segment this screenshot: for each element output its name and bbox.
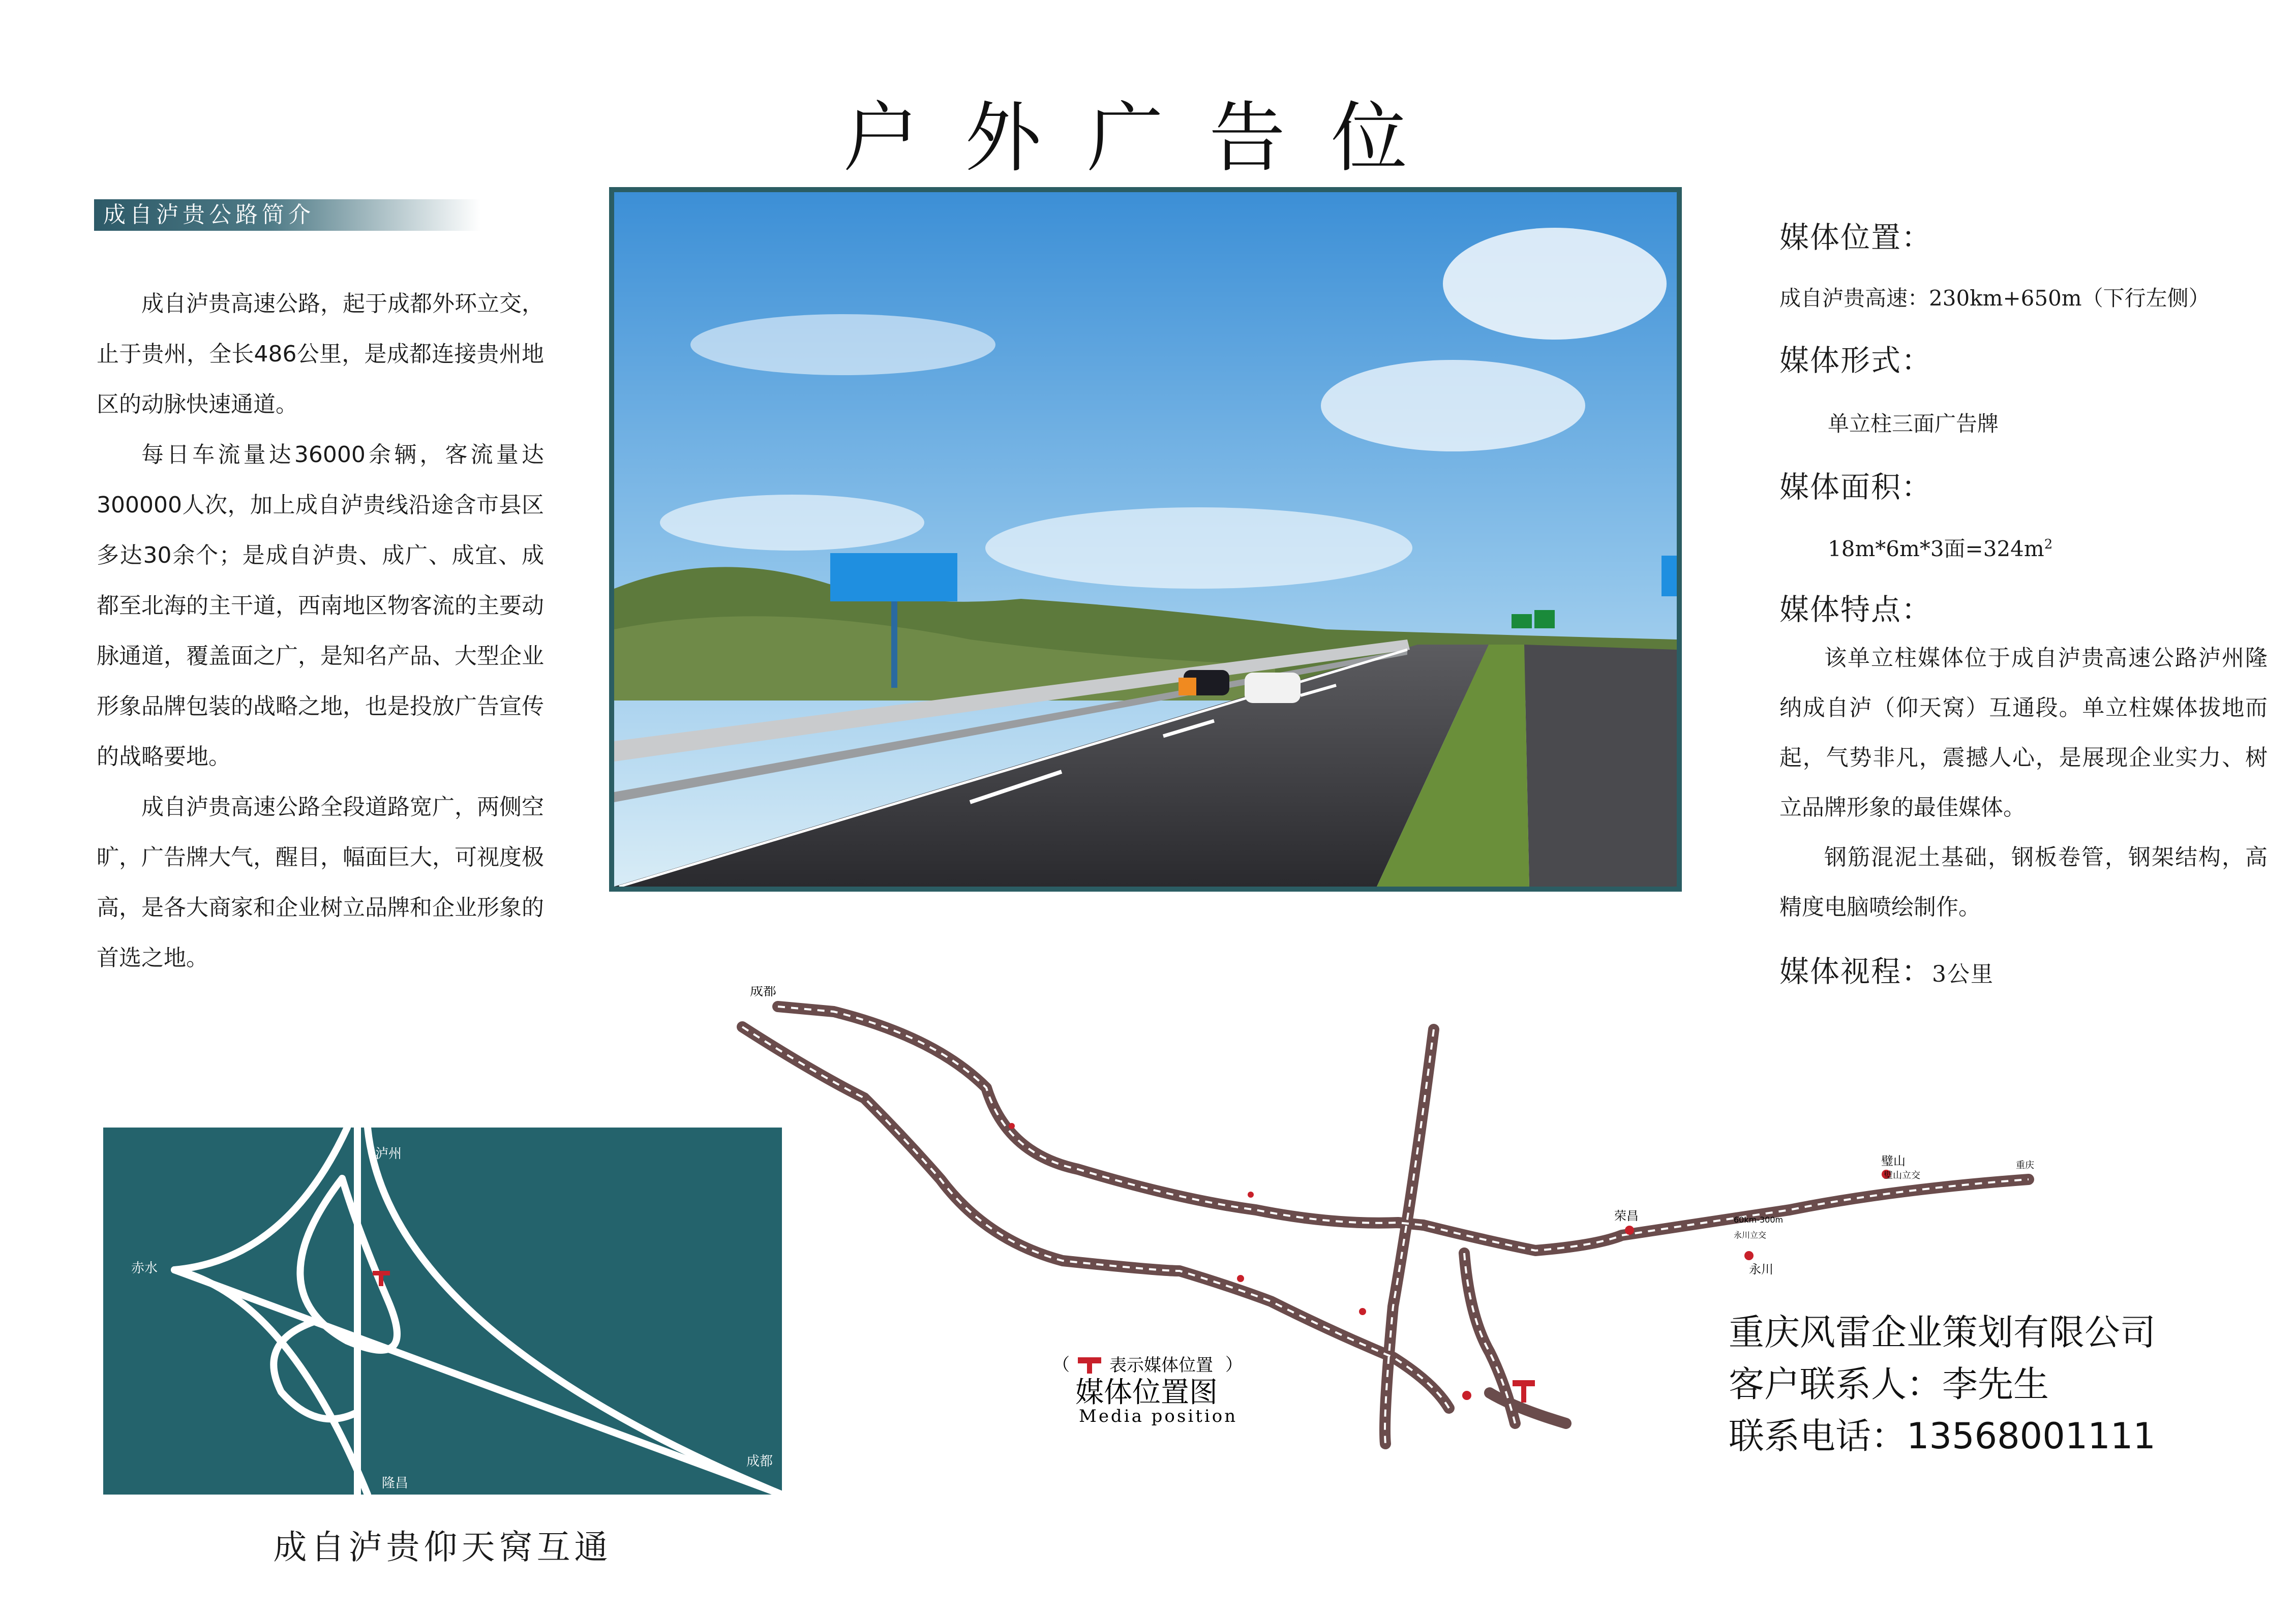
interchange-roads: [174, 1128, 782, 1495]
area-superscript: 2: [2044, 537, 2053, 552]
media-info: [1779, 214, 2268, 990]
map-label-chengdu: 成都: [750, 986, 777, 999]
page-title: 户外广告位: [842, 94, 1453, 182]
company-phone: 联系电话：13568001111: [1729, 1415, 2156, 1457]
map-label-rongchang: 荣昌: [1614, 1209, 1639, 1223]
map-label-yongchuan: 永川: [1749, 1262, 1773, 1276]
interchange-diagram: [103, 1128, 782, 1495]
map-label-chongqing: 重庆: [2016, 1160, 2034, 1171]
map-label-kilometer: 60km-300m: [1734, 1215, 1784, 1225]
company-info: [1729, 1306, 2156, 1462]
legend-marker-icon: [1078, 1357, 1101, 1374]
features-paragraph-2: 钢筋混泥土基础，钢板卷管，钢架结构，高精度电脑喷绘制作。: [1779, 844, 2268, 920]
location-label: 媒体位置：: [1779, 220, 1932, 255]
features-label: 媒体特点：: [1779, 592, 1932, 627]
intro-paragraph: 每日车流量达36000余辆，客流量达300000人次，加上成自泸贵线沿途含市县区多达30余个；是成自泸贵、成广、成宜、成都至北海的主干道，西南地区物客流的主要动脉通道，覆盖面之广，是知名产品、大型企业形象品牌包装的战略之地，也是投放广告宣传的战略要地。: [97, 442, 544, 770]
interchange-label-north: 泸州: [375, 1146, 402, 1162]
intro-body: [97, 279, 544, 983]
legend-text: 表示媒体位置: [1109, 1355, 1213, 1376]
map-title-en: Media position: [1079, 1406, 1238, 1426]
form-value: 单立柱三面广告牌: [1828, 411, 1999, 436]
area-value: [1779, 532, 2268, 563]
legend-paren-close: ）: [1225, 1355, 1243, 1375]
highway-photo: [609, 187, 1682, 892]
map-label-yongchuan-interchange: 永川立交: [1734, 1230, 1767, 1240]
interchange-label-west: 赤水: [131, 1261, 158, 1276]
map-label-bishan-interchange: 璧山立交: [1884, 1170, 1920, 1181]
area-label: 媒体面积：: [1779, 470, 1932, 504]
interchange-label-south: 隆昌: [382, 1476, 409, 1491]
company-name: 重庆风雷企业策划有限公司: [1729, 1312, 2156, 1353]
billboard-panel: [830, 553, 957, 601]
area-value-text: 18m*6m*3面=324m: [1828, 536, 2044, 561]
intro-paragraph: 成自泸贵高速公路全段道路宽广，两侧空旷，广告牌大气，醒目，幅面巨大，可视度极高，是各大商家和企业树立品牌和企业形象的首选之地。: [97, 794, 544, 971]
intro-header-label: 成自泸贵公路简介: [103, 202, 315, 228]
intro-header: [94, 199, 480, 231]
highway-photo-illustration: [614, 192, 1677, 887]
interchange-label-east: 成都: [746, 1454, 773, 1469]
map-label-bishan: 璧山: [1881, 1154, 1906, 1168]
map-title-cn: 媒体位置图: [1075, 1376, 1218, 1409]
view-value: 3公里: [1932, 961, 1995, 987]
company-contact: 客户联系人：李先生: [1729, 1363, 2049, 1405]
interchange-illustration: [103, 1128, 782, 1495]
white-car: [1245, 673, 1301, 703]
view-label: 媒体视程：: [1779, 954, 1932, 989]
view-range: [1779, 948, 2268, 990]
interchange-caption: 成自泸贵仰天窝互通: [273, 1528, 612, 1567]
form-label: 媒体形式：: [1779, 343, 1932, 378]
billboard-marker-icon: [1513, 1380, 1535, 1403]
features-paragraph: 该单立柱媒体位于成自泸贵高速公路泸州隆纳成自泸（仰天窝）互通段。单立柱媒体拔地而起，气势非凡，震撼人心，是展现企业实力、树立品牌形象的最佳媒体。: [1779, 645, 2268, 820]
location-value: 成自泸贵高速：230km+650m（下行左侧）: [1779, 286, 2210, 311]
intro-paragraph: 成自泸贵高速公路，起于成都外环立交，止于贵州，全长486公里，是成都连接贵州地区的动脉快速通道。: [97, 291, 544, 417]
legend-paren-open: （: [1052, 1355, 1070, 1375]
